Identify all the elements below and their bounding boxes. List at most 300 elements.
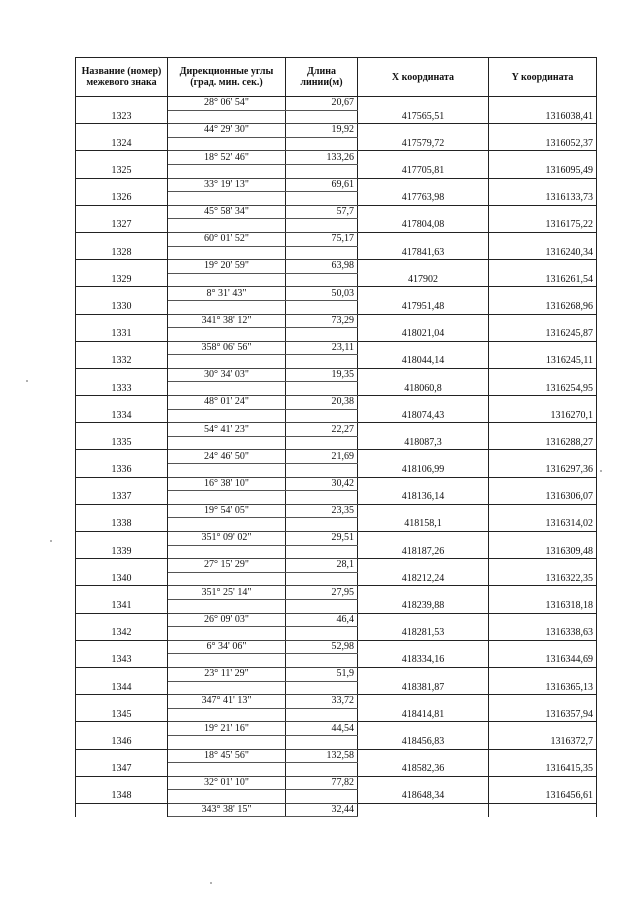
mark-name-cell: 1336 (76, 464, 168, 478)
x-coordinate-cell: 418136,14 (358, 491, 489, 505)
segment-row (76, 667, 597, 681)
header-y-coordinate: Y координата (489, 58, 597, 97)
segment-row (76, 640, 597, 654)
direction-angle-cell: 6° 34' 06" (168, 640, 286, 654)
y-coordinate-cell: 1316344,69 (489, 654, 597, 668)
x-coordinate-cell (358, 722, 489, 736)
x-coordinate-cell (358, 151, 489, 165)
x-coordinate-cell (358, 97, 489, 111)
point-row (76, 219, 597, 233)
scan-speck (210, 882, 212, 884)
y-coordinate-cell (489, 260, 597, 274)
point-row (76, 545, 597, 559)
direction-angle-cell: 24° 46' 50" (168, 450, 286, 464)
point-row (76, 464, 597, 478)
x-coordinate-cell: 417705,81 (358, 164, 489, 178)
y-coordinate-cell (489, 695, 597, 709)
direction-angle-cell: 26° 09' 03" (168, 613, 286, 627)
y-coordinate-cell (489, 504, 597, 518)
line-length-cell: 46,4 (286, 613, 358, 627)
segment-row (76, 477, 597, 491)
mark-name-cell (76, 151, 168, 165)
line-length-cell (286, 409, 358, 423)
point-row (76, 599, 597, 613)
header-x-coordinate: X координата (358, 58, 489, 97)
x-coordinate-cell (358, 396, 489, 410)
direction-angle-cell: 45° 58' 34" (168, 205, 286, 219)
mark-name-cell: 1338 (76, 518, 168, 532)
line-length-cell (286, 192, 358, 206)
direction-angle-cell: 30° 34' 03" (168, 368, 286, 382)
x-coordinate-cell: 418414,81 (358, 708, 489, 722)
y-coordinate-cell: 1316245,87 (489, 328, 597, 342)
line-length-cell: 63,98 (286, 260, 358, 274)
mark-name-cell: 1345 (76, 708, 168, 722)
x-coordinate-cell (358, 532, 489, 546)
direction-angle-cell: 18° 45' 56" (168, 749, 286, 763)
y-coordinate-cell (489, 232, 597, 246)
y-coordinate-cell: 1316261,54 (489, 273, 597, 287)
y-coordinate-cell: 1316338,63 (489, 627, 597, 641)
mark-name-cell: 1325 (76, 164, 168, 178)
segment-row (76, 722, 597, 736)
header-direction-angle: Дирекционные углы (град. мин. сек.) (168, 58, 286, 97)
segment-row (76, 178, 597, 192)
point-row (76, 137, 597, 151)
mark-name-cell (76, 640, 168, 654)
y-coordinate-cell (489, 314, 597, 328)
mark-name-cell (76, 532, 168, 546)
direction-angle-cell: 60° 01' 52" (168, 232, 286, 246)
line-length-cell: 23,35 (286, 504, 358, 518)
mark-name-cell: 1329 (76, 273, 168, 287)
mark-name-cell: 1337 (76, 491, 168, 505)
mark-name-cell: 1326 (76, 192, 168, 206)
x-coordinate-cell (358, 314, 489, 328)
x-coordinate-cell: 417763,98 (358, 192, 489, 206)
line-length-cell (286, 137, 358, 151)
segment-row (76, 532, 597, 546)
y-coordinate-cell: 1316270,1 (489, 409, 597, 423)
y-coordinate-cell: 1316175,22 (489, 219, 597, 233)
direction-angle-cell (168, 790, 286, 804)
x-coordinate-cell: 418648,34 (358, 790, 489, 804)
point-row (76, 164, 597, 178)
line-length-cell: 73,29 (286, 314, 358, 328)
line-length-cell (286, 273, 358, 287)
y-coordinate-cell: 1316365,13 (489, 681, 597, 695)
segment-row (76, 287, 597, 301)
line-length-cell (286, 164, 358, 178)
y-coordinate-cell (489, 667, 597, 681)
y-coordinate-cell (489, 151, 597, 165)
x-coordinate-cell (358, 287, 489, 301)
mark-name-cell: 1340 (76, 572, 168, 586)
direction-angle-cell: 27° 15' 29" (168, 559, 286, 573)
mark-name-cell: 1346 (76, 735, 168, 749)
direction-angle-cell: 32° 01' 10" (168, 776, 286, 790)
direction-angle-cell (168, 599, 286, 613)
mark-name-cell (76, 368, 168, 382)
x-coordinate-cell (358, 749, 489, 763)
x-coordinate-cell (358, 667, 489, 681)
point-row (76, 518, 597, 532)
line-length-cell (286, 110, 358, 124)
direction-angle-cell: 19° 21' 16" (168, 722, 286, 736)
line-length-cell: 57,7 (286, 205, 358, 219)
direction-angle-cell: 18° 52' 46" (168, 151, 286, 165)
mark-name-cell: 1342 (76, 627, 168, 641)
direction-angle-cell (168, 300, 286, 314)
y-coordinate-cell: 1316038,41 (489, 110, 597, 124)
direction-angle-cell (168, 328, 286, 342)
direction-angle-cell (168, 192, 286, 206)
x-coordinate-cell: 418074,43 (358, 409, 489, 423)
x-coordinate-cell (358, 477, 489, 491)
direction-angle-cell (168, 355, 286, 369)
y-coordinate-cell (489, 722, 597, 736)
segment-row (76, 260, 597, 274)
line-length-cell (286, 328, 358, 342)
direction-angle-cell (168, 491, 286, 505)
mark-name-cell (76, 124, 168, 138)
y-coordinate-cell: 1316322,35 (489, 572, 597, 586)
direction-angle-cell: 19° 20' 59" (168, 260, 286, 274)
x-coordinate-cell: 418381,87 (358, 681, 489, 695)
y-coordinate-cell: 1316297,36 (489, 464, 597, 478)
y-coordinate-cell (489, 532, 597, 546)
direction-angle-cell: 19° 54' 05" (168, 504, 286, 518)
line-length-cell (286, 355, 358, 369)
mark-name-cell (76, 504, 168, 518)
header-mark-name: Название (номер) межевого знака (76, 58, 168, 97)
mark-name-cell (76, 722, 168, 736)
x-coordinate-cell (358, 640, 489, 654)
mark-name-cell (76, 667, 168, 681)
point-row (76, 572, 597, 586)
x-coordinate-cell: 418044,14 (358, 355, 489, 369)
y-coordinate-cell (489, 396, 597, 410)
direction-angle-cell: 28° 06' 54" (168, 97, 286, 111)
header-line-length: Длина линии(м) (286, 58, 358, 97)
direction-angle-cell: 358° 06' 56" (168, 341, 286, 355)
line-length-cell: 44,54 (286, 722, 358, 736)
scan-speck (600, 470, 602, 472)
line-length-cell (286, 219, 358, 233)
line-length-cell (286, 599, 358, 613)
line-length-cell (286, 491, 358, 505)
mark-name-cell (76, 314, 168, 328)
y-coordinate-cell (489, 178, 597, 192)
direction-angle-cell (168, 735, 286, 749)
scan-speck (26, 380, 28, 382)
mark-name-cell (76, 613, 168, 627)
y-coordinate-cell (489, 776, 597, 790)
line-length-cell: 75,17 (286, 232, 358, 246)
line-length-cell: 32,44 (286, 803, 358, 817)
mark-name-cell (76, 586, 168, 600)
point-row (76, 409, 597, 423)
direction-angle-cell: 347° 41' 13" (168, 695, 286, 709)
direction-angle-cell (168, 654, 286, 668)
x-coordinate-cell (358, 232, 489, 246)
mark-name-cell: 1333 (76, 382, 168, 396)
line-length-cell: 77,82 (286, 776, 358, 790)
x-coordinate-cell (358, 423, 489, 437)
direction-angle-cell: 16° 38' 10" (168, 477, 286, 491)
table-body (76, 97, 597, 817)
y-coordinate-cell (489, 640, 597, 654)
line-length-cell (286, 572, 358, 586)
mark-name-cell: 1341 (76, 599, 168, 613)
x-coordinate-cell: 418187,26 (358, 545, 489, 559)
segment-row (76, 586, 597, 600)
y-coordinate-cell: 1316306,07 (489, 491, 597, 505)
y-coordinate-cell (489, 803, 597, 817)
x-coordinate-cell: 418158,1 (358, 518, 489, 532)
x-coordinate-cell (358, 368, 489, 382)
scan-speck (50, 540, 52, 542)
x-coordinate-cell (358, 586, 489, 600)
y-coordinate-cell (489, 287, 597, 301)
direction-angle-cell (168, 273, 286, 287)
point-row (76, 110, 597, 124)
x-coordinate-cell: 418060,8 (358, 382, 489, 396)
mark-name-cell (76, 341, 168, 355)
mark-name-cell: 1330 (76, 300, 168, 314)
point-row (76, 246, 597, 260)
mark-name-cell: 1327 (76, 219, 168, 233)
x-coordinate-cell: 417565,51 (358, 110, 489, 124)
line-length-cell (286, 681, 358, 695)
line-length-cell (286, 300, 358, 314)
x-coordinate-cell (358, 504, 489, 518)
segment-row (76, 423, 597, 437)
line-length-cell: 21,69 (286, 450, 358, 464)
x-coordinate-cell: 418106,99 (358, 464, 489, 478)
line-length-cell: 23,11 (286, 341, 358, 355)
y-coordinate-cell (489, 586, 597, 600)
segment-row (76, 368, 597, 382)
line-length-cell: 20,67 (286, 97, 358, 111)
line-length-cell (286, 382, 358, 396)
y-coordinate-cell (489, 749, 597, 763)
segment-row (76, 776, 597, 790)
mark-name-cell (76, 477, 168, 491)
y-coordinate-cell (489, 477, 597, 491)
direction-angle-cell: 23° 11' 29" (168, 667, 286, 681)
point-row (76, 681, 597, 695)
direction-angle-cell (168, 219, 286, 233)
line-length-cell: 33,72 (286, 695, 358, 709)
y-coordinate-cell (489, 559, 597, 573)
line-length-cell: 22,27 (286, 423, 358, 437)
direction-angle-cell: 351° 25' 14" (168, 586, 286, 600)
line-length-cell (286, 464, 358, 478)
point-row (76, 273, 597, 287)
line-length-cell: 19,35 (286, 368, 358, 382)
table-header-row (76, 58, 597, 97)
line-length-cell (286, 545, 358, 559)
y-coordinate-cell (489, 450, 597, 464)
point-row (76, 328, 597, 342)
x-coordinate-cell (358, 124, 489, 138)
x-coordinate-cell: 418021,04 (358, 328, 489, 342)
mark-name-cell (76, 423, 168, 437)
line-length-cell (286, 708, 358, 722)
y-coordinate-cell: 1316052,37 (489, 137, 597, 151)
direction-angle-cell (168, 409, 286, 423)
direction-angle-cell (168, 518, 286, 532)
line-length-cell (286, 790, 358, 804)
mark-name-cell (76, 97, 168, 111)
x-coordinate-cell (358, 260, 489, 274)
mark-name-cell: 1343 (76, 654, 168, 668)
x-coordinate-cell: 418239,88 (358, 599, 489, 613)
y-coordinate-cell (489, 613, 597, 627)
line-length-cell (286, 518, 358, 532)
direction-angle-cell: 48° 01' 24" (168, 396, 286, 410)
mark-name-cell (76, 450, 168, 464)
mark-name-cell: 1347 (76, 763, 168, 777)
segment-row (76, 504, 597, 518)
x-coordinate-cell (358, 559, 489, 573)
segment-row (76, 396, 597, 410)
segment-row (76, 232, 597, 246)
segment-row (76, 341, 597, 355)
direction-angle-cell: 343° 38' 15" (168, 803, 286, 817)
point-row (76, 436, 597, 450)
y-coordinate-cell: 1316288,27 (489, 436, 597, 450)
point-row (76, 790, 597, 804)
point-row (76, 300, 597, 314)
mark-name-cell: 1339 (76, 545, 168, 559)
x-coordinate-cell: 418087,3 (358, 436, 489, 450)
y-coordinate-cell (489, 97, 597, 111)
line-length-cell (286, 246, 358, 260)
point-row (76, 735, 597, 749)
line-length-cell: 29,51 (286, 532, 358, 546)
segment-row (76, 559, 597, 573)
point-row (76, 355, 597, 369)
line-length-cell (286, 436, 358, 450)
segment-row (76, 97, 597, 111)
mark-name-cell (76, 178, 168, 192)
point-row (76, 192, 597, 206)
segment-row (76, 450, 597, 464)
segment-row (76, 803, 597, 817)
direction-angle-cell (168, 164, 286, 178)
y-coordinate-cell (489, 368, 597, 382)
mark-name-cell (76, 396, 168, 410)
y-coordinate-cell (489, 423, 597, 437)
mark-name-cell (76, 287, 168, 301)
y-coordinate-cell: 1316357,94 (489, 708, 597, 722)
direction-angle-cell (168, 627, 286, 641)
x-coordinate-cell (358, 776, 489, 790)
mark-name-cell: 1332 (76, 355, 168, 369)
line-length-cell: 133,26 (286, 151, 358, 165)
x-coordinate-cell (358, 341, 489, 355)
line-length-cell: 132,58 (286, 749, 358, 763)
y-coordinate-cell (489, 341, 597, 355)
segment-row (76, 124, 597, 138)
x-coordinate-cell (358, 178, 489, 192)
mark-name-cell: 1331 (76, 328, 168, 342)
segment-row (76, 205, 597, 219)
mark-name-cell (76, 803, 168, 817)
point-row (76, 654, 597, 668)
direction-angle-cell (168, 382, 286, 396)
line-length-cell: 50,03 (286, 287, 358, 301)
segment-row (76, 749, 597, 763)
x-coordinate-cell (358, 613, 489, 627)
direction-angle-cell (168, 681, 286, 695)
line-length-cell: 28,1 (286, 559, 358, 573)
x-coordinate-cell: 418456,83 (358, 735, 489, 749)
x-coordinate-cell: 417804,08 (358, 219, 489, 233)
mark-name-cell (76, 232, 168, 246)
segment-row (76, 613, 597, 627)
mark-name-cell: 1323 (76, 110, 168, 124)
point-row (76, 491, 597, 505)
direction-angle-cell: 351° 09' 02" (168, 532, 286, 546)
direction-angle-cell (168, 545, 286, 559)
line-length-cell: 52,98 (286, 640, 358, 654)
y-coordinate-cell: 1316095,49 (489, 164, 597, 178)
direction-angle-cell: 44° 29' 30" (168, 124, 286, 138)
line-length-cell: 20,38 (286, 396, 358, 410)
direction-angle-cell (168, 763, 286, 777)
mark-name-cell (76, 559, 168, 573)
x-coordinate-cell (358, 803, 489, 817)
x-coordinate-cell: 418212,24 (358, 572, 489, 586)
y-coordinate-cell: 1316314,02 (489, 518, 597, 532)
direction-angle-cell (168, 572, 286, 586)
mark-name-cell (76, 776, 168, 790)
segment-row (76, 314, 597, 328)
line-length-cell (286, 763, 358, 777)
line-length-cell: 69,61 (286, 178, 358, 192)
y-coordinate-cell: 1316415,35 (489, 763, 597, 777)
y-coordinate-cell: 1316456,61 (489, 790, 597, 804)
point-row (76, 382, 597, 396)
mark-name-cell: 1348 (76, 790, 168, 804)
x-coordinate-cell: 417951,48 (358, 300, 489, 314)
mark-name-cell: 1334 (76, 409, 168, 423)
mark-name-cell: 1328 (76, 246, 168, 260)
point-row (76, 708, 597, 722)
line-length-cell (286, 627, 358, 641)
line-length-cell: 51,9 (286, 667, 358, 681)
y-coordinate-cell: 1316309,48 (489, 545, 597, 559)
y-coordinate-cell: 1316133,73 (489, 192, 597, 206)
point-row (76, 763, 597, 777)
x-coordinate-cell (358, 450, 489, 464)
mark-name-cell (76, 695, 168, 709)
y-coordinate-cell (489, 205, 597, 219)
y-coordinate-cell: 1316245,11 (489, 355, 597, 369)
x-coordinate-cell: 418281,53 (358, 627, 489, 641)
direction-angle-cell (168, 464, 286, 478)
mark-name-cell (76, 260, 168, 274)
x-coordinate-cell: 417902 (358, 273, 489, 287)
segment-row (76, 695, 597, 709)
x-coordinate-cell: 417841,63 (358, 246, 489, 260)
line-length-cell: 30,42 (286, 477, 358, 491)
line-length-cell (286, 735, 358, 749)
direction-angle-cell (168, 137, 286, 151)
